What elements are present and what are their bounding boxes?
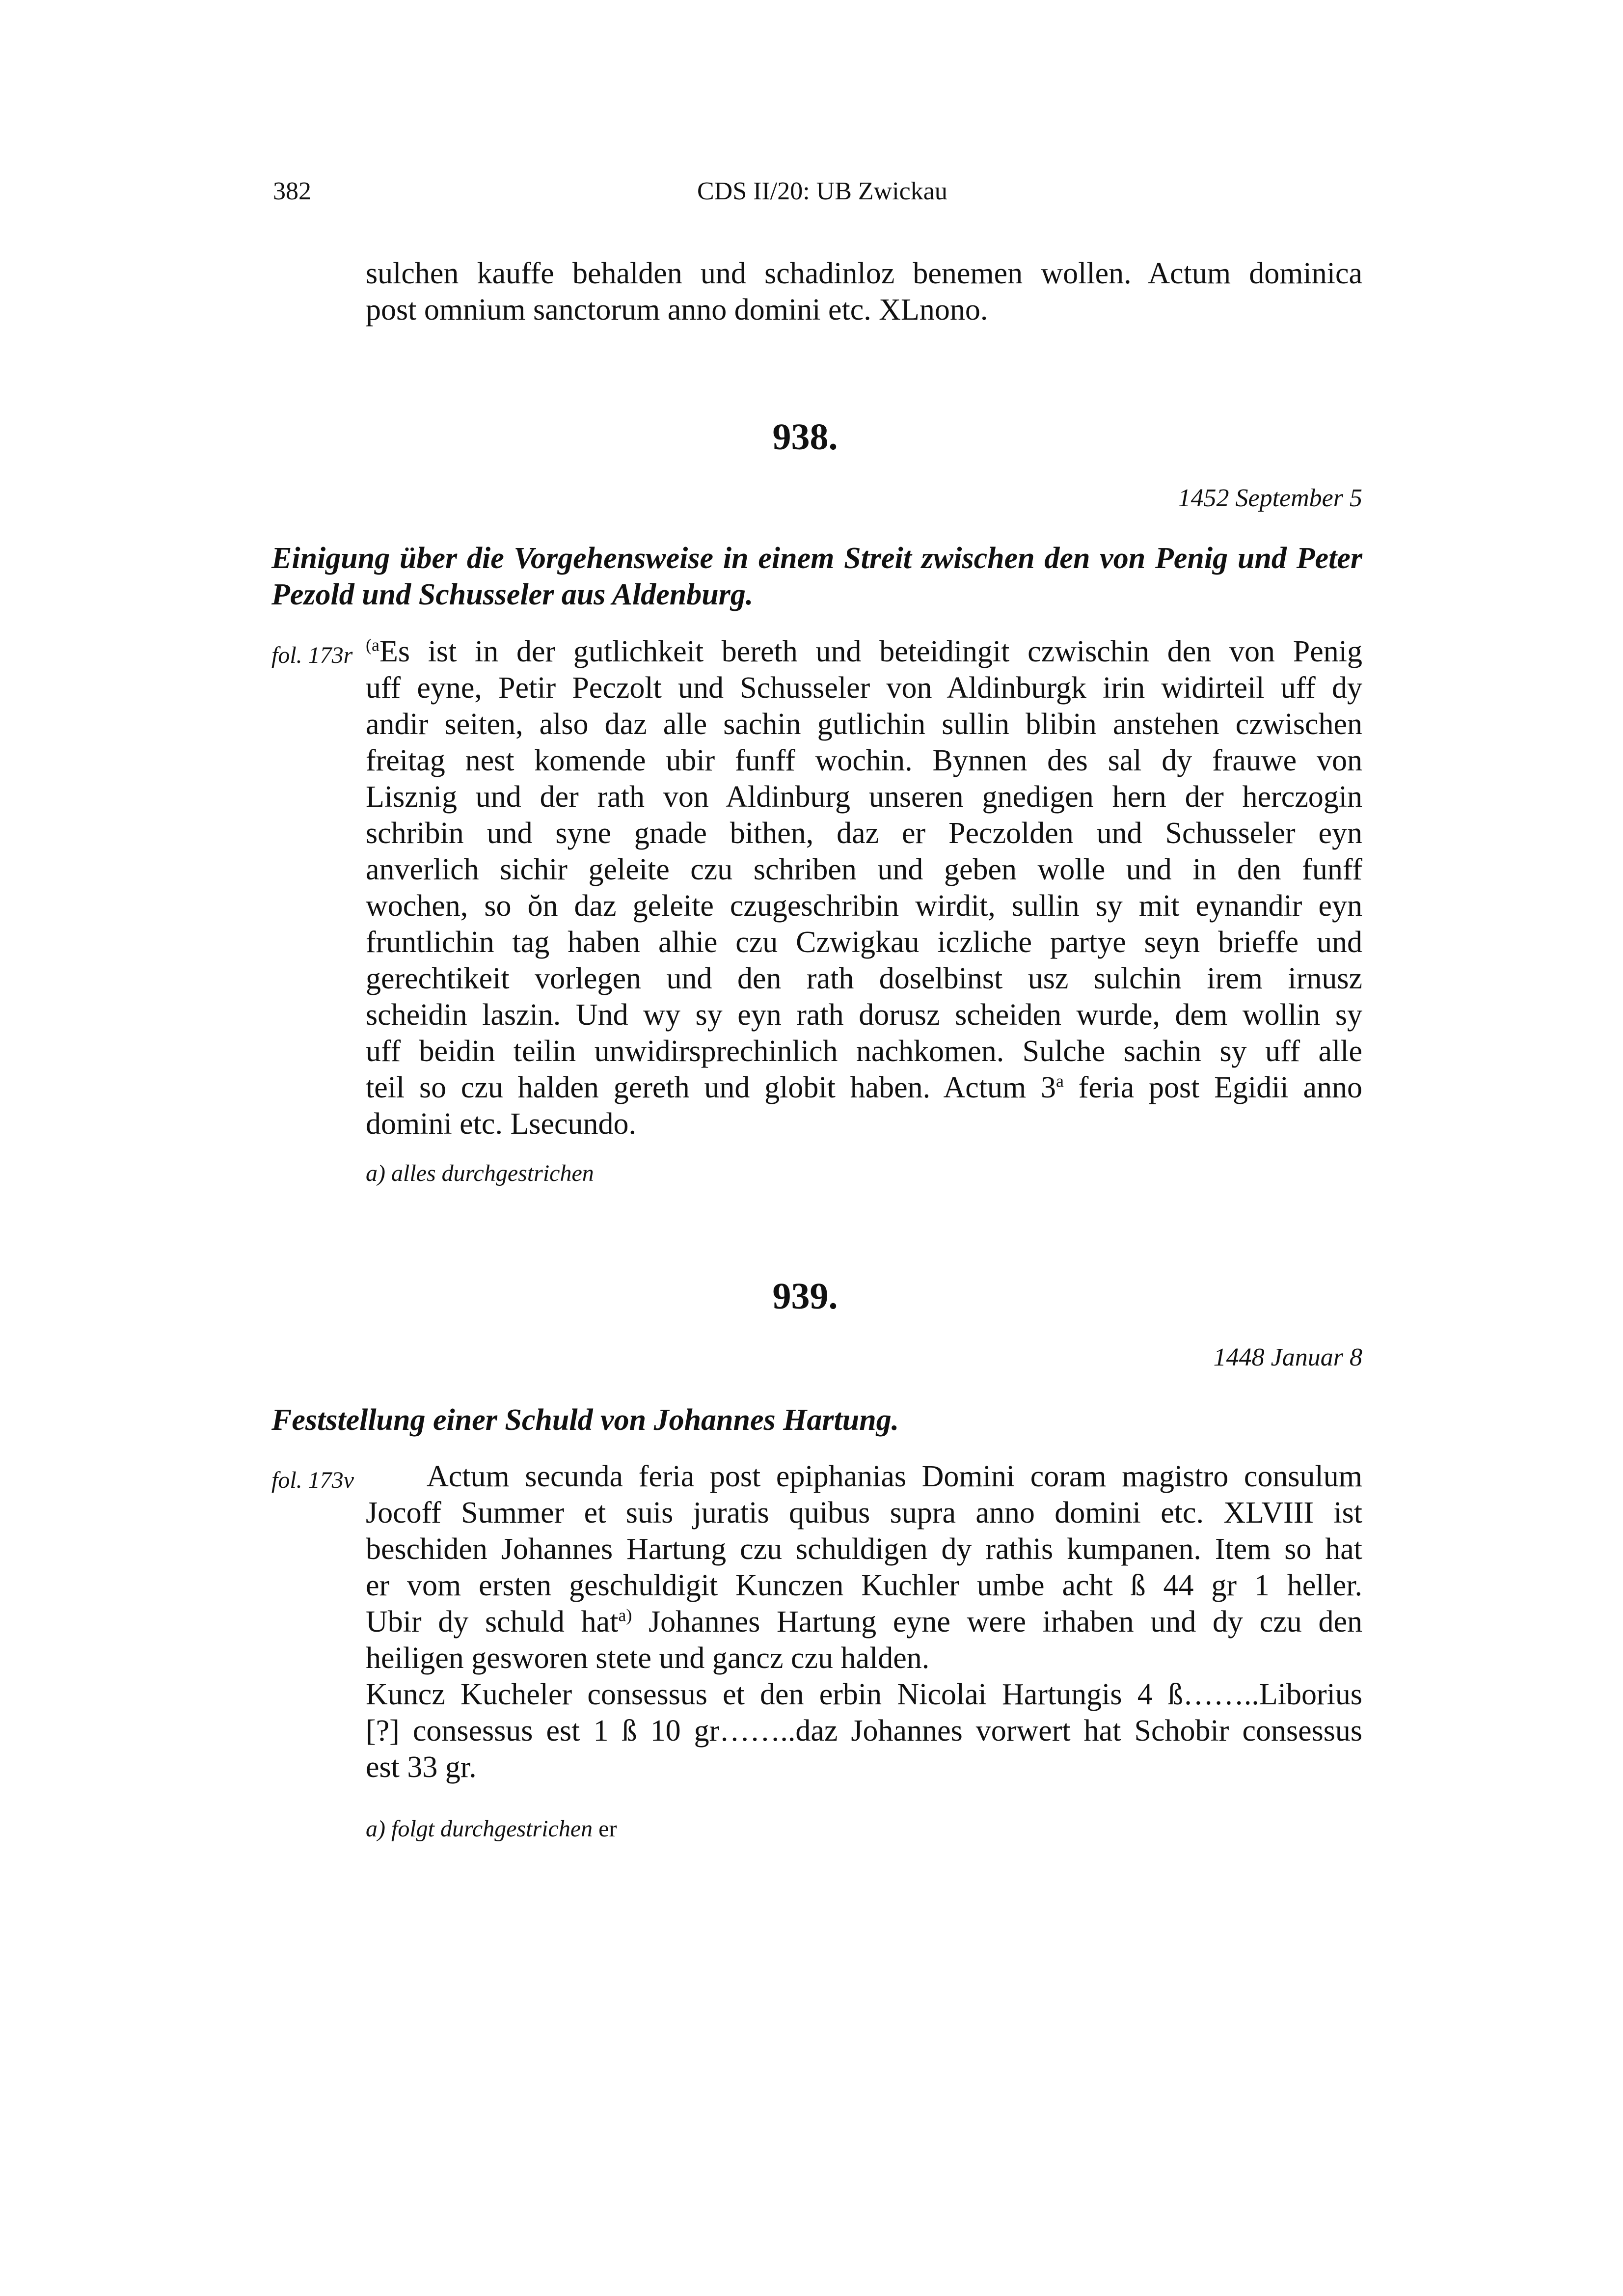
text-line: domini etc. Lsecundo. <box>366 1107 636 1141</box>
superscript: a <box>1055 1071 1064 1091</box>
entry-date-938: 1452 September 5 <box>1178 484 1362 512</box>
folio-label-939: fol. 173v <box>271 1467 354 1493</box>
text-line: scheidin laszin. Und wy sy eyn rath dorusz scheiden wurde, dem wollin sy <box>366 998 1362 1032</box>
text-line: anverlich sichir geleite czu schriben und geben wolle und in den funff <box>366 853 1362 886</box>
text-line: freitag nest komende ubir funff wochin. Bynnen des sal dy frauwe von <box>366 744 1362 777</box>
text-line: teil so czu halden gereth und globit haben. Actum 3$^a$ feria post Egidii anno <box>366 1071 1362 1104</box>
entry-text-939 <box>271 1458 1362 1785</box>
text-line: andir seiten, also daz alle sachin gutlichin sullin blibin anstehen czwischen <box>366 708 1362 741</box>
folio-label-938: fol. 173r <box>271 642 353 668</box>
text-line: uff eyne, Petir Peczolt und Schusseler von Aldinburgk irin widirteil uff dy <box>366 671 1362 705</box>
entry-number-939: 939. <box>772 1276 838 1317</box>
page-number: 382 <box>273 177 311 205</box>
text-line: sulchen kauffe behalden und schadinloz benemen wollen. Actum dominica <box>366 257 1362 290</box>
entry-title-938: Einigung über die Vorgehensweise in einem Streit zwischen den von Penig und Peter Pezold und Schusseler aus Aldenburg. <box>271 542 1362 611</box>
text-line: uff beidin teilin unwidirsprechinlich nachkomen. Sulche sachin sy uff alle <box>366 1035 1362 1068</box>
note-marker: (a <box>366 635 379 655</box>
text-line: heiligen gesworen stete und gancz czu halden. <box>366 1641 930 1675</box>
continuation-text <box>366 255 1362 328</box>
text-line: $^{(a}$Es ist in der gutlichkeit bereth und beteidingit czwischin den von Penig <box>366 635 1362 668</box>
footnote-938: a) alles durchgestrichen <box>366 1160 594 1186</box>
text-line: Lisznig und der rath von Aldinburg unseren gnedigen hern der herczogin <box>366 780 1362 814</box>
entry-number-938: 938. <box>772 416 838 458</box>
text-line: Jocoff Summer et suis juratis quibus supra anno domini etc. XLVIII ist <box>366 1496 1362 1530</box>
superscript: a) <box>618 1605 632 1625</box>
text-line: fruntlichin tag haben alhie czu Czwigkau iczliche partye seyn brieffe und <box>366 926 1362 959</box>
entry-text-938 <box>366 633 1362 1142</box>
text-line: beschiden Johannes Hartung czu schuldigen dy rathis kumpanen. Item so hat <box>366 1532 1362 1566</box>
text-line: post omnium sanctorum anno domini etc. XLnono. <box>366 293 988 327</box>
text-line: schribin und syne gnade bithen, daz er Peczolden und Schusseler eyn <box>366 817 1362 850</box>
text-line: gerechtikeit vorlegen und den rath doselbinst usz sulchin irem irnusz <box>366 962 1362 995</box>
text-line: wochen, so ŏn daz geleite czugeschribin wirdit, sullin sy mit eynandir eyn <box>366 889 1362 923</box>
text-line: Ubir dy schuld hat$^{a)}$ Johannes Hartung eyne were irhaben und dy czu den <box>366 1605 1363 1639</box>
footnote-939: a) folgt durchgestrichen er <box>366 1816 617 1842</box>
text-line: Kuncz Kucheler consessus et den erbin Nicolai Hartungis 4 ß……..Liborius <box>366 1678 1362 1711</box>
entry-title-939: Feststellung einer Schuld von Johannes Hartung. <box>271 1403 899 1437</box>
text-line: er vom ersten geschuldigit Kunczen Kuchler umbe acht ß 44 gr 1 heller. <box>366 1569 1362 1602</box>
text-line: est 33 gr. <box>366 1750 477 1784</box>
running-title: CDS II/20: UB Zwickau <box>697 177 947 205</box>
text-line: [?] consessus est 1 ß 10 gr……..daz Johannes vorwert hat Schobir consessus <box>366 1714 1362 1748</box>
entry-date-939: 1448 Januar 8 <box>1213 1343 1362 1371</box>
text-line: Actum secunda feria post epiphanias Domini coram magistro consulum <box>427 1460 1362 1493</box>
